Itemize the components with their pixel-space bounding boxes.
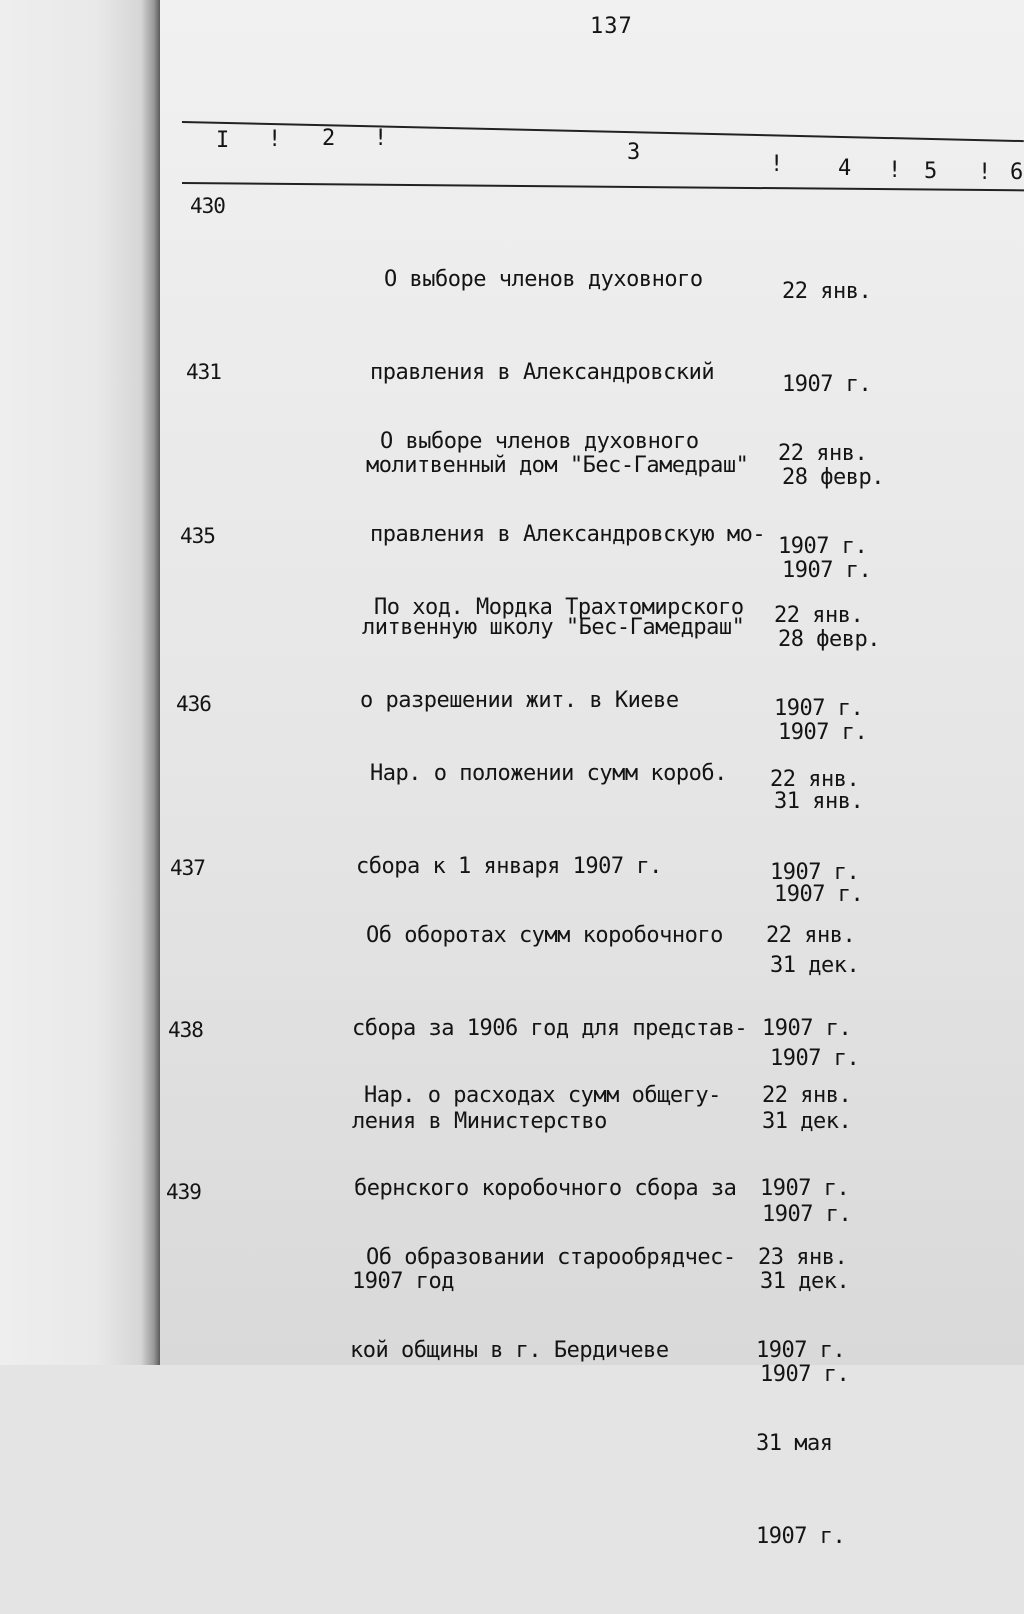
date-end: 31 янв.	[774, 789, 864, 814]
entry-number: 435	[180, 524, 215, 548]
description-line: сбора за 1906 год для представ-	[352, 1016, 748, 1041]
date-start-year: 1907 г.	[778, 534, 868, 559]
header-col-3: 3	[627, 140, 641, 165]
date-start: 23 янв.	[758, 1245, 848, 1270]
description-line: Об образовании старообрядчес-	[366, 1245, 736, 1270]
book-binding-shadow	[0, 0, 160, 1365]
description-line: По ход. Мордка Трахтомирского	[374, 595, 744, 620]
date-start-year: 1907 г.	[760, 1176, 850, 1201]
description-line: Нар. о расходах сумм общегу-	[364, 1083, 721, 1108]
date-start-year: 1907 г.	[762, 1016, 852, 1041]
header-col-2: 2	[322, 126, 336, 151]
date-end-year: 1907 г.	[770, 1046, 860, 1071]
description-line: правления в Александровскую мо-	[370, 522, 766, 547]
date-end-year: 1907 г.	[756, 1524, 846, 1549]
header-col-6: 6	[1010, 160, 1024, 185]
entry-number: 438	[168, 1018, 203, 1042]
entry-dates	[756, 1180, 847, 1614]
date-end-year: 1907 г.	[778, 720, 868, 745]
header-separator: !	[888, 158, 902, 183]
date-end: 31 дек.	[770, 953, 860, 978]
description-line: кой общины в г. Бердичеве	[350, 1338, 669, 1363]
description-line: 1907 год	[352, 1269, 454, 1294]
entry-number: 436	[176, 692, 211, 716]
date-start: 22 янв.	[766, 923, 856, 948]
description-line: молитвенный дом "Бес-Гамедраш"	[366, 453, 749, 478]
description-line: Об оборотах сумм коробочного	[366, 923, 723, 948]
date-end: 31 мая	[756, 1431, 833, 1456]
date-start: 22 янв.	[770, 767, 860, 792]
date-start-year: 1907 г.	[770, 860, 860, 885]
header-separator: !	[770, 152, 784, 177]
description-line: ления в Министерство	[352, 1109, 607, 1134]
date-start-year: 1907 г.	[782, 372, 872, 397]
header-col-1: I	[216, 128, 230, 153]
header-col-5: 5	[924, 159, 938, 184]
date-start: 22 янв.	[774, 603, 864, 628]
entry-description	[350, 1180, 736, 1428]
header-separator: !	[978, 160, 992, 185]
description-line: бернского коробочного сбора за	[354, 1176, 737, 1201]
date-end: 28 февр.	[778, 627, 880, 652]
description-line: сбора к 1 января 1907 г.	[356, 854, 662, 879]
description-line: о разрешении жит. в Киеве	[360, 688, 679, 713]
page-number: 137	[590, 14, 633, 39]
header-col-4: 4	[838, 156, 852, 181]
description-line: О выборе членов духовного	[380, 429, 699, 454]
date-start-year: 1907 г.	[774, 696, 864, 721]
entry-number: 439	[166, 1180, 201, 1204]
date-end: 31 дек.	[760, 1269, 850, 1294]
description-line: О выборе членов духовного	[384, 267, 703, 292]
date-end-year: 1907 г.	[762, 1202, 852, 1227]
date-end-year: 1907 г.	[760, 1362, 850, 1387]
description-line: Нар. о положении сумм короб.	[370, 761, 727, 786]
date-end: 31 дек.	[762, 1109, 852, 1134]
date-start: 22 янв.	[782, 279, 872, 304]
entry-number: 431	[186, 360, 221, 384]
header-separator: !	[374, 126, 388, 151]
date-end: 28 февр.	[782, 465, 884, 490]
entry-number: 430	[190, 194, 225, 218]
description-line: литвенную школу "Бес-Гамедраш"	[362, 615, 745, 640]
header-separator: !	[268, 127, 282, 152]
date-start: 22 янв.	[762, 1083, 852, 1108]
date-start: 22 янв.	[778, 441, 868, 466]
date-start-year: 1907 г.	[756, 1338, 846, 1363]
description-line: правления в Александровский	[370, 360, 715, 385]
entry-number: 437	[170, 856, 205, 880]
date-end-year: 1907 г.	[782, 558, 872, 583]
date-end-year: 1907 г.	[774, 882, 864, 907]
